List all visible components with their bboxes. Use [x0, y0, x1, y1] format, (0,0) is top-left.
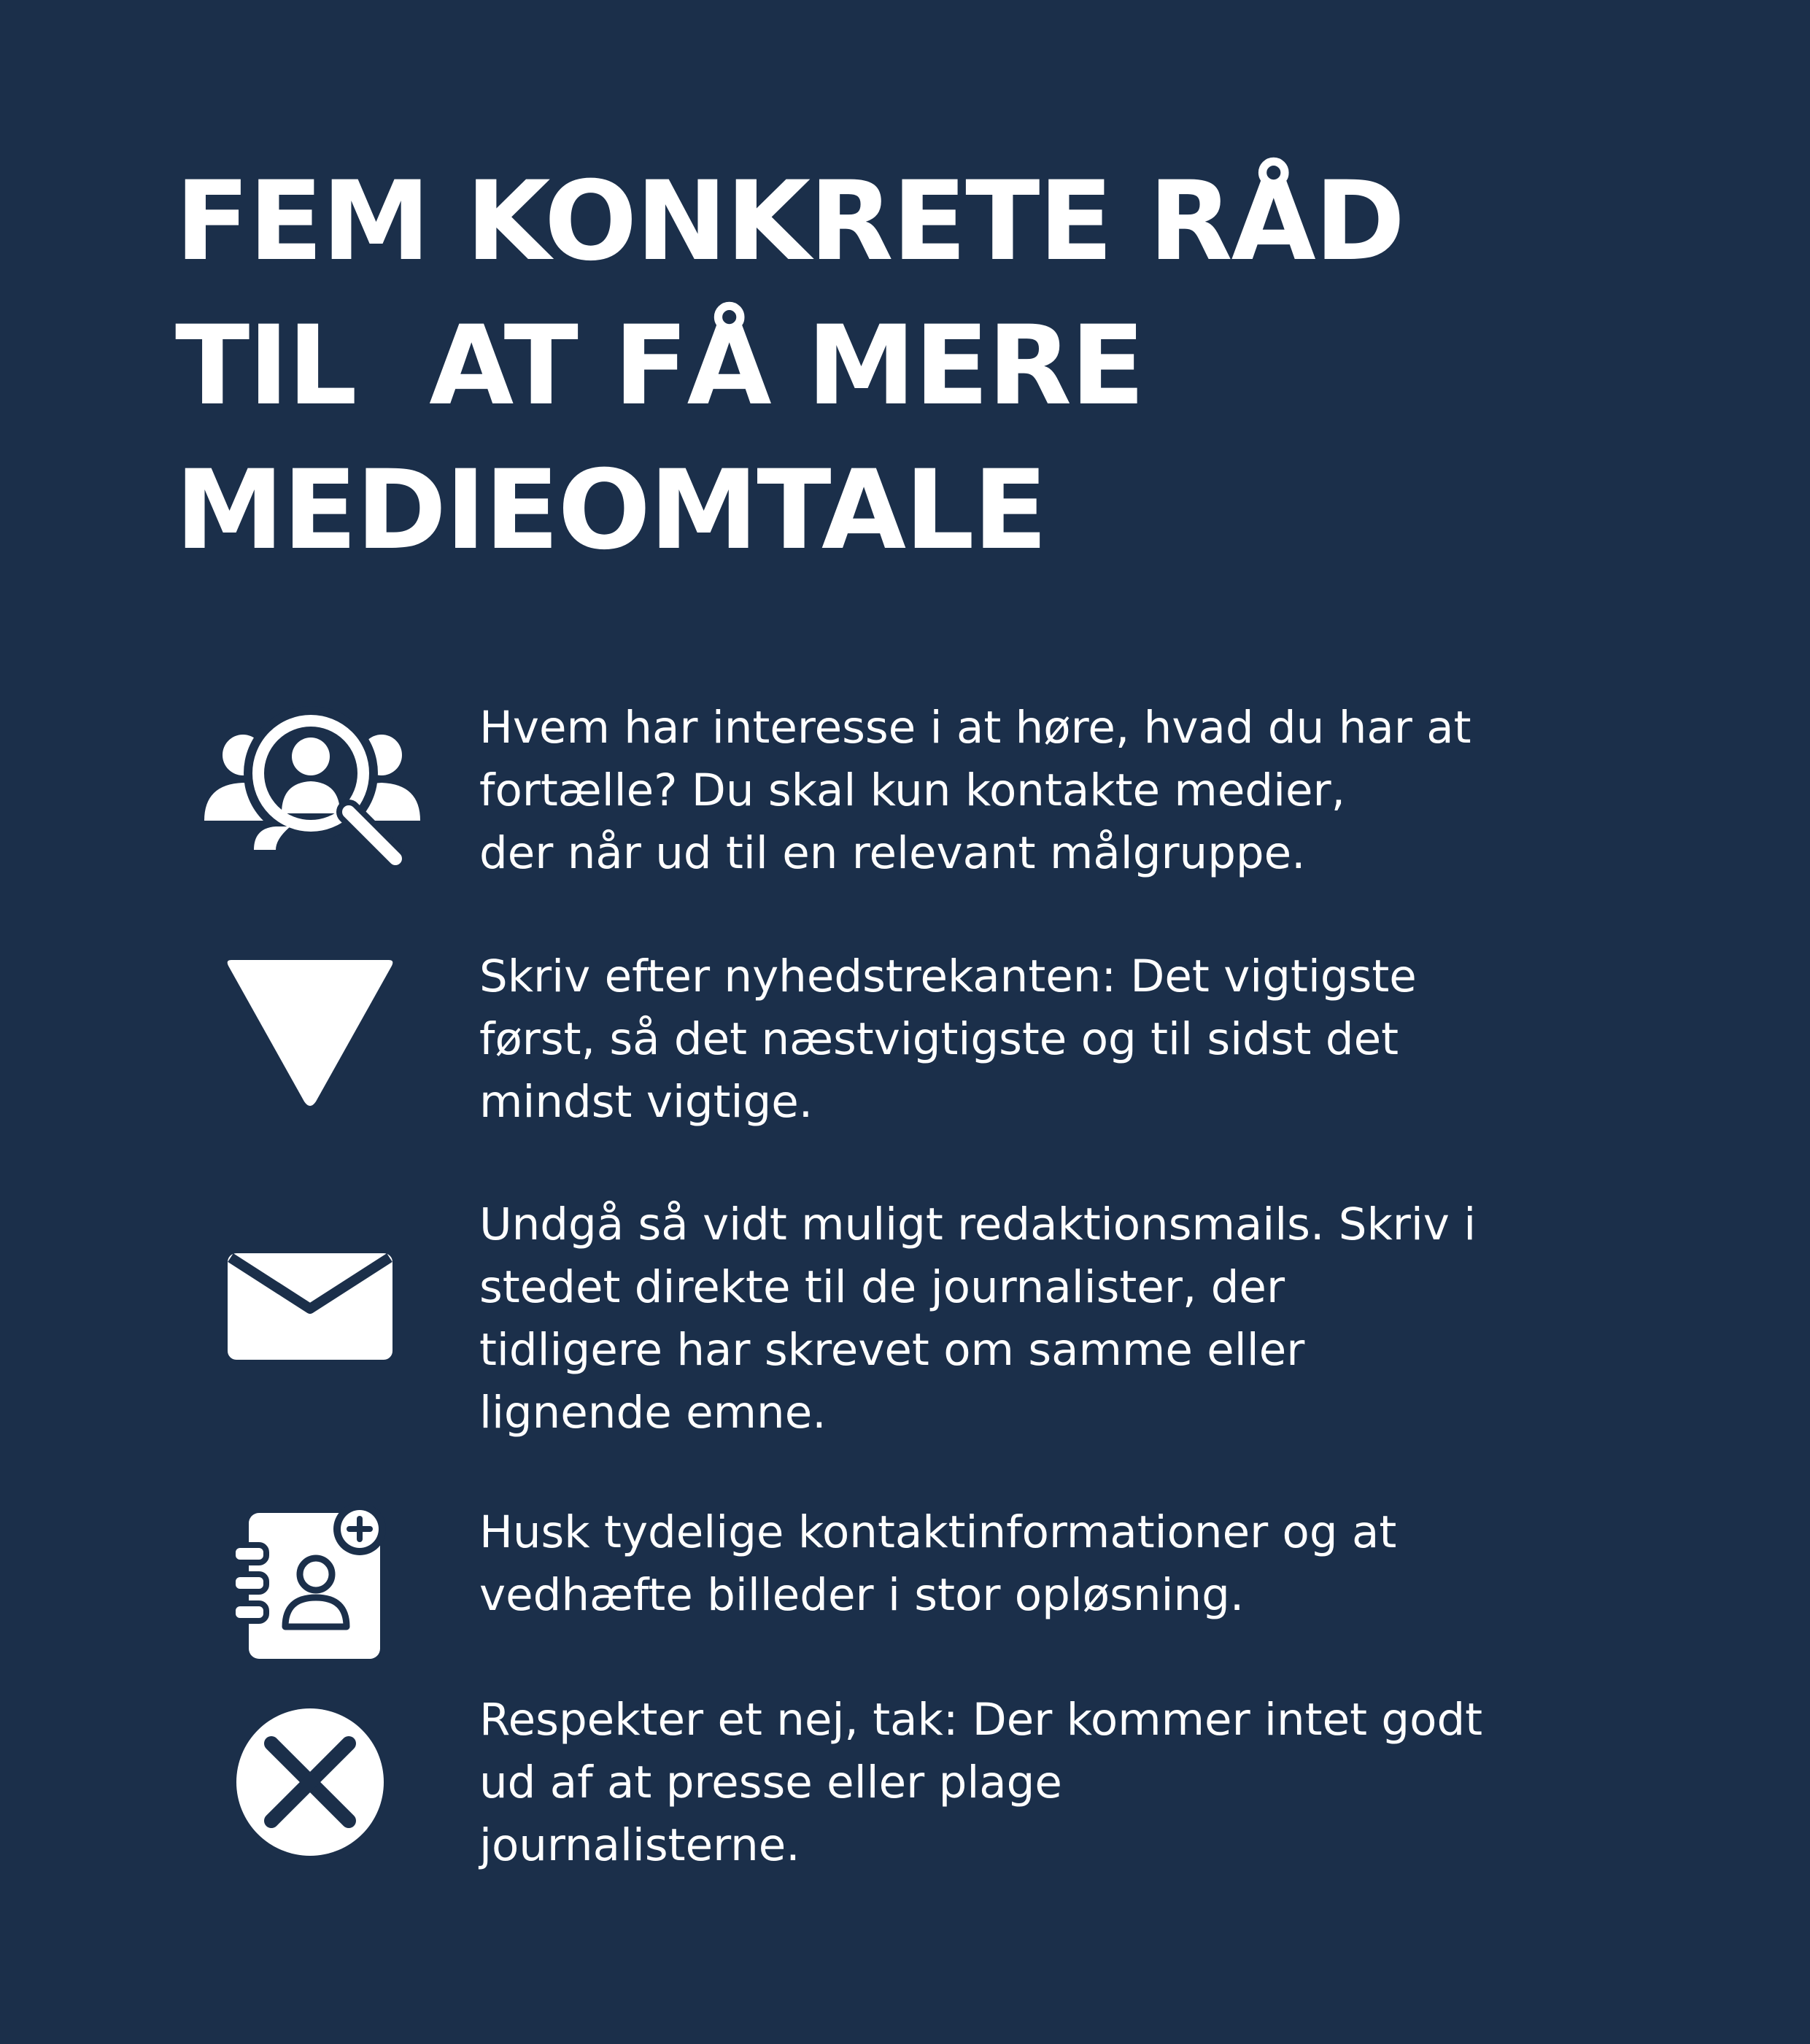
title-line: TIL AT FÅ MERE — [175, 303, 1144, 430]
audience-search-icon — [203, 704, 422, 872]
tip-line: journalisterne. — [479, 1819, 800, 1871]
tip-line: Respekter et nej, tak: Der kommer intet godt — [479, 1694, 1483, 1746]
tip-text — [479, 1501, 1734, 1627]
title-line: MEDIEOMTALE — [175, 447, 1047, 574]
tip-line: Hvem har interesse i at høre, hvad du har at — [479, 702, 1471, 754]
inverted-triangle-icon — [223, 954, 398, 1111]
tip-line: Undgå så vidt muligt redaktionsmails. Skriv i — [479, 1199, 1477, 1250]
tip-line: tidligere har skrevet om samme eller — [479, 1324, 1305, 1376]
tip-text — [479, 945, 1734, 1134]
title-line: FEM KONKRETE RÅD — [175, 158, 1404, 285]
tip-line: vedhæfte billeder i stor opløsning. — [479, 1569, 1245, 1621]
close-circle-icon — [235, 1707, 385, 1857]
tip-line: stedet direkte til de journalister, der — [479, 1261, 1285, 1313]
envelope-icon — [226, 1252, 394, 1361]
page-title — [175, 150, 1404, 583]
tip-text — [479, 697, 1734, 885]
tip-line: Skriv efter nyhedstrekanten: Det vigtigste — [479, 951, 1417, 1002]
tip-line: Husk tydelige kontaktinformationer og at — [479, 1506, 1397, 1558]
tip-line: lignende emne. — [479, 1387, 827, 1439]
tip-line: der når ud til en relevant målgruppe. — [479, 827, 1306, 879]
tip-line: ud af at presse eller plage — [479, 1757, 1062, 1808]
tip-text — [479, 1689, 1734, 1877]
tip-line: fortælle? Du skal kun kontakte medier, — [479, 764, 1346, 816]
tip-line: mindst vigtige. — [479, 1076, 813, 1128]
tip-text — [479, 1193, 1734, 1444]
tip-line: først, så det næstvigtigste og til sidst det — [479, 1013, 1399, 1065]
add-contact-book-icon — [230, 1501, 390, 1662]
